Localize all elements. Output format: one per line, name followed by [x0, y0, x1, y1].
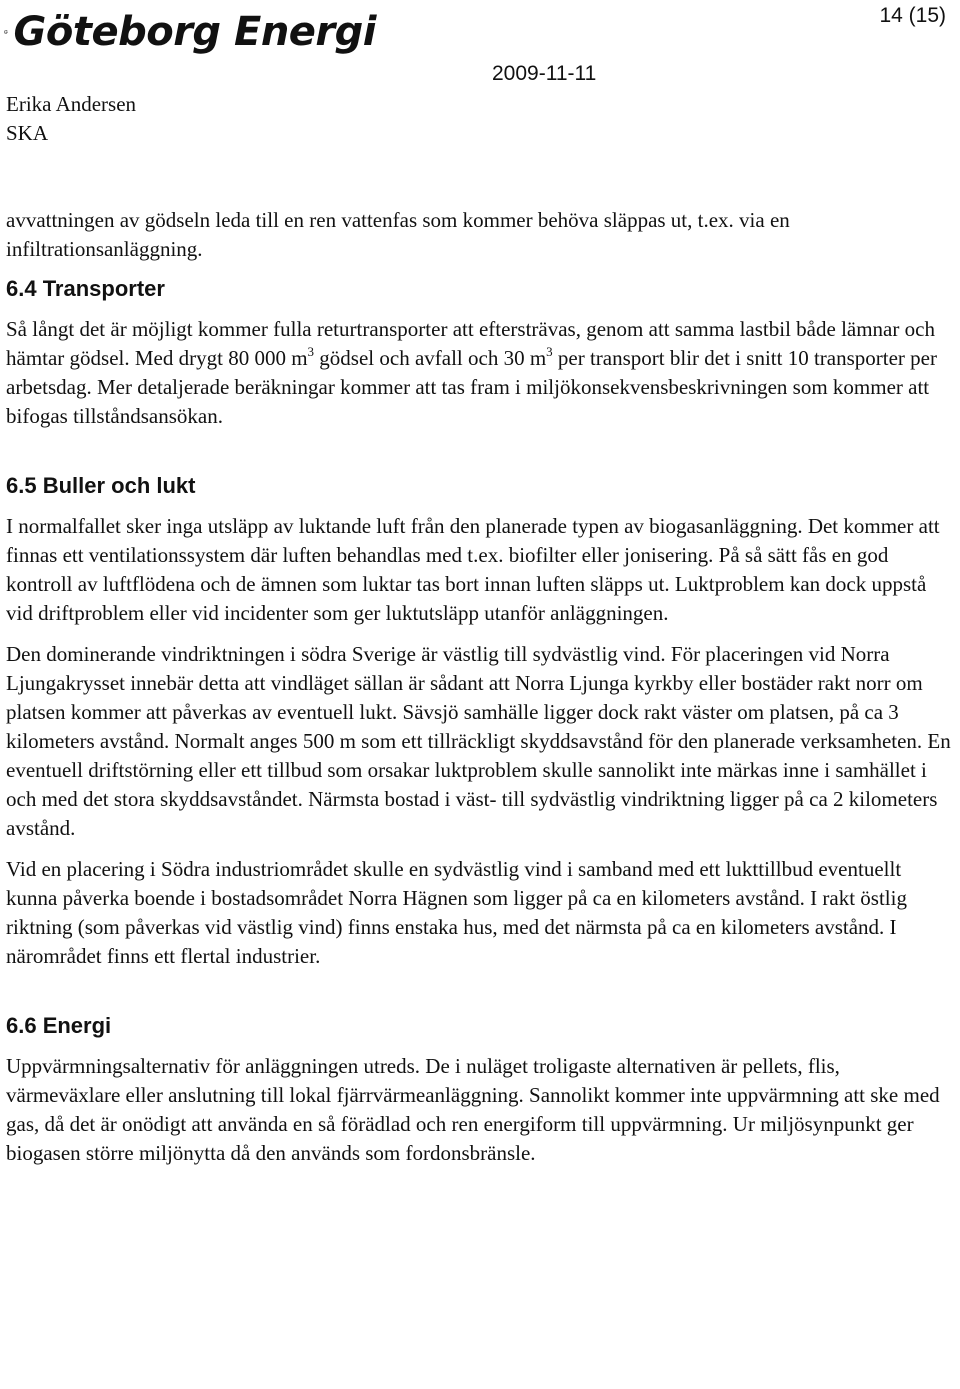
intro-paragraph: avvattningen av gödseln leda till en ren vattenfas som kommer behöva släppas ut, t.ex. via en infiltrationsanläggning. — [6, 208, 790, 261]
section-heading-buller-och-lukt: 6.5 Buller och lukt — [6, 473, 196, 498]
goteborg-energi-emblem-icon — [4, 3, 8, 61]
transporter-paragraph: Så långt det är möjligt kommer fulla returtransporter att eftersträvas, genom att samma lastbil både lämnar och hämtar gödsel. Med drygt 80 000 $m^3$ gödsel och avfall och 30 $m^3$ per transport blir det i snitt 10 transporter per arbetsdag. Mer detaljerade beräkningar kommer att tas fram i miljökonsekvensbeskrivningen som kommer att bifogas tillståndsansökan. — [6, 317, 937, 428]
department: SKA — [6, 121, 49, 145]
buller-paragraph-1: I normalfallet sker inga utsläpp av luktande luft från den planerade typen av biogasanläggning. Det kommer att finnas ett ventilationssystem där luften behandlas med t.ex. biofilter eller jonisering. På så sätt fås en god kontroll av luftflödena och de ämnen som luktar tas bort innan luften släpps ut. Luktproblem kan dock uppstå vid driftproblem eller vid incidenter som ger luktutsläpp utanför anläggningen. — [6, 514, 940, 625]
author-name: Erika Andersen — [6, 92, 137, 116]
document-body — [6, 206, 951, 1168]
buller-paragraph-3: Vid en placering i Södra industriområdet skulle en sydvästlig vind i samband med ett lukttillbud eventuellt kunna påverka boende i bostadsområdet Norra Hägnen som ligger på ca en kilometers avstånd. I rakt östlig riktning (som påverkas vid västlig vind) finns enstaka hus, med det närmsta på ca en kilometers avstånd. I närområdet finns ett flertal industrier. — [6, 857, 907, 968]
section-heading-energi: 6.6 Energi — [6, 1013, 112, 1038]
buller-paragraph-2: Den dominerande vindriktningen i södra Sverige är västlig till sydvästlig vind. För placeringen vid Norra Ljungakrysset innebär detta att vindläget sällan är sådant att Norra Ljunga kyrkby eller bostäder rakt norr om platsen kommer att påverkas av eventuell lukt. Sävsjö samhälle ligger dock rakt väster om platsen, på ca 3 kilometers avstånd. Normalt anges 500 m som ett tillräckligt skyddsavstånd för den planerade verksamheten. En eventuell driftstörning eller ett tillbud som orsakar luktproblem skulle sannolikt inte märkas inne i samhället i och med det stora skyddsavståndet. Närmsta bostad i väst- till sydvästlig vindriktning ligger på ca 2 kilometers avstånd. — [6, 642, 951, 840]
company-logo — [4, 2, 376, 62]
page-number: 14 (15) — [879, 4, 946, 27]
energi-paragraph: Uppvärmningsalternativ för anläggningen utreds. De i nuläget troligaste alternativen är pellets, flis, värmeväxlare eller anslutning till lokal fjärrvärmeanläggning. Sannolikt kommer inte uppvärmning att ske med gas, då det är onödigt att använda en så förädlad och ren energiform till uppvärmning. Ur miljösynpunkt ger biogasen större miljönytta då den används som fordonsbränsle. — [6, 1054, 940, 1165]
document-date: 2009-11-11 — [492, 62, 597, 85]
company-logo-text: Göteborg Energi — [13, 9, 376, 55]
section-heading-transporter: 6.4 Transporter — [6, 276, 165, 301]
